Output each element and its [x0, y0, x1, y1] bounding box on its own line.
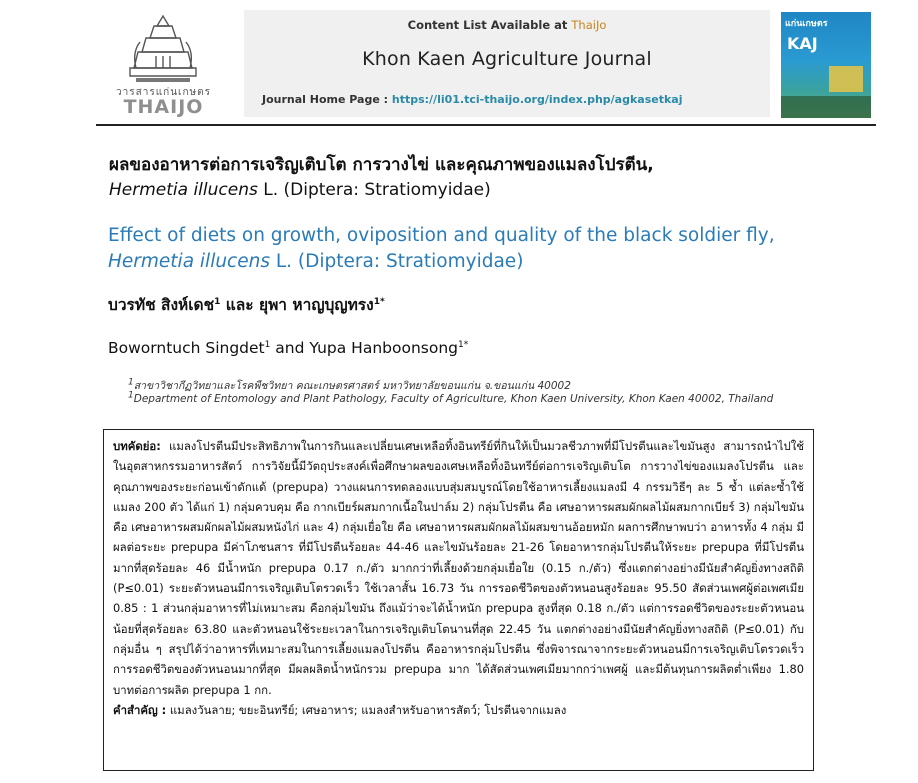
author-thai-1: บวรทัช สิงห์เดช: [108, 296, 215, 314]
authors-thai: [108, 292, 385, 317]
keywords-line: [113, 700, 804, 720]
cover-photo-block: [829, 66, 863, 92]
logo-caption-thaijo: THAIJO: [123, 96, 204, 118]
logo-caption-thai: วารสารแก่นเกษตร: [116, 87, 211, 98]
author-english-2: and Yupa Hanboonsong: [270, 339, 458, 357]
title-thai-scientific-name: Hermetia illucens: [109, 180, 258, 200]
journal-name: Khon Kaen Agriculture Journal: [362, 48, 652, 70]
author-english-1-sup: 1: [264, 339, 271, 350]
affiliation-english: [128, 390, 774, 405]
header-divider: [96, 124, 876, 126]
keywords-list: แมลงวันลาย; ขยะอินทรีย์; เศษอาหาร; แมลงสำหรับอาหารสัตว์; โปรตีนจากแมลง: [166, 702, 567, 717]
author-thai-2-sup: 1*: [373, 296, 385, 307]
title-thai-taxonomy: L. (Diptera: Stratiomyidae): [257, 180, 491, 200]
home-page-label: Journal Home Page :: [262, 93, 392, 106]
content-list-line: [244, 18, 770, 32]
journal-header-banner: [244, 10, 770, 117]
thaijo-link[interactable]: ThaiJo: [571, 18, 607, 32]
thaijo-logo: [96, 12, 231, 120]
cover-title-kaj: KAJ: [787, 34, 818, 53]
title-thai: [109, 153, 809, 203]
content-list-prefix: Content List Available at: [407, 18, 572, 32]
author-english-1: Boworntuch Singdet: [108, 339, 265, 357]
affiliation-thai: [128, 377, 571, 394]
cover-footer-band: [781, 96, 871, 118]
journal-cover-image: [781, 12, 871, 118]
journal-home-page-line: [262, 93, 682, 106]
author-english-2-sup: 1*: [458, 339, 469, 350]
title-english-taxonomy: L. (Diptera: Stratiomyidae): [269, 251, 524, 272]
affiliation-thai-sup: 1: [128, 377, 134, 388]
affiliation-thai-text: สาขาวิชากีฏวิทยาและโรคพืชวิทยา คณะเกษตรศาสตร์ มหาวิทยาลัยขอนแก่น จ.ขอนแก่น 40002: [133, 380, 571, 392]
title-english: [108, 223, 808, 275]
title-thai-main: ผลของอาหารต่อการเจริญเติบโต การวางไข่ และคุณภาพของแมลงโปรตีน,: [109, 155, 654, 175]
abstract-label: บทคัดย่อ:: [113, 439, 161, 453]
university-emblem-icon: [96, 12, 231, 84]
title-english-main: Effect of diets on growth, oviposition and quality of the black soldier fly,: [108, 225, 775, 246]
cover-title-thai: แก่นเกษตร: [785, 19, 828, 29]
affiliation-english-sup: 1: [128, 390, 134, 401]
keywords-label: คำสำคัญ :: [113, 702, 167, 717]
author-thai-1-sup: 1: [214, 296, 221, 307]
authors-english: [108, 339, 468, 357]
home-page-url-link[interactable]: https://li01.tci-thaijo.org/index.php/agkasetkaj: [391, 93, 683, 106]
title-english-scientific-name: Hermetia illucens: [108, 251, 270, 272]
abstract-box: [103, 429, 814, 771]
abstract-body: แมลงโปรตีนมีประสิทธิภาพในการกินและเปลี่ยนเศษเหลือทิ้งอินทรีย์ที่กินให้เป็นมวลชีวภาพที่มีโปรตีนและไขมันสูง สามารถนำไปใช้ในอุตสาหกรรมอาหารสัตว์ การวิจัยนี้มีวัตถุประสงค์เพื่อศึกษาผลของเศษเหลือทิ้งอินทรีย์ต่อการเจริญเติบโต การวางไข่ของแมลงโปรตีน และคุณภาพของระยะก่อนเข้าดักแด้ (prepupa) วางแผนการทดลองแบบสุ่มสมบูรณ์โดยใช้อาหารเลี้ยงแมลงมี 4 กรรมวิธีๆ ละ 5 ซ้ำ แต่ละซ้ำใช้แมลง 200 ตัว ได้แก่ 1) กลุ่มควบคุม คือ กากเบียร์ผสมกากเนื้อในปาล์ม 2) กลุ่มโปรตีน คือ เศษอาหารผสมผักผลไม้ผสมกากเบียร์ 3) กลุ่มไขมัน คือ เศษอาหารผสมผักผลไม้ผสมหนังไก่ และ 4) กลุ่มเยื่อใย คือ เศษอาหารผสมผักผลไม้ผสมขานอ้อยหมัก ผลการศึกษาพบว่า อาหารทั้ง 4 กลุ่ม มีผลต่อระยะ prepupa มีค่าโภชนสาร ที่มีโปรตีนร้อยละ 44-46 และไขมันร้อยละ 21-26 โดยอาหารกลุ่มโปรตีนให้ระยะ prepupa ที่มีโปรตีนมากที่สุดร้อยละ 46 มีน้ำหนัก prepupa 0.17 ก./ตัว มากกว่าที่เลี้ยงด้วยกลุ่มเยื่อใย (0.15 ก./ตัว) ซึ่งแตกต่างอย่างมีนัยสำคัญยิ่งทางสถิติ (P≤0.01) ระยะตัวหนอนมีการเจริญเติบโตรวดเร็ว ใช้เวลาสั้น 16.73 วัน การรอดชีวิตของตัวหนอนสูงร้อยละ 95.50 สัดส่วนเพศผู้ต่อเพศเมีย 0.85 : 1 ส่วนกลุ่มอาหารที่ไม่เหมาะสม คือกลุ่มไขมัน ถึงแม้ว่าจะได้น้ำหนัก prepupa สูงที่สุด 0.18 ก./ตัว แต่การรอดชีวิตของระยะตัวหนอนน้อยที่สุดร้อยละ 63.80 และตัวหนอนใช้ระยะเวลาในการเจริญเติบโตนานที่สุด 22.45 วัน แตกต่างอย่างมีนัยสำคัญยิ่งทางสถิติ (P≤0.01) กับกลุ่มอื่น ๆ สรุปได้ว่าอาหารที่เหมาะสมในการเลี้ยงแมลงโปรตีน คืออาหารกลุ่มโปรตีน ซึ่งพิจารณาจากระยะตัวหนอนมีการเจริญเติบโตรวดเร็ว การรอดชีวิตของตัวหนอนมากที่สุด มีผลผลิตน้ำหนักรวม prepupa มาก ได้สัดส่วนเพศเมียมากกว่าเพศผู้ และมีต้นทุนการผลิตต่ำเพียง 1.80 บาทต่อการผลิต prepupa 1 กก.: [113, 439, 804, 697]
affiliation-english-text: Department of Entomology and Plant Pathology, Faculty of Agriculture, Khon Kaen University, Khon Kaen 40002, Thailand: [133, 393, 774, 405]
abstract-paragraph: [113, 436, 804, 700]
author-thai-2: และ ยุพา หาญบุญทรง: [220, 296, 374, 314]
